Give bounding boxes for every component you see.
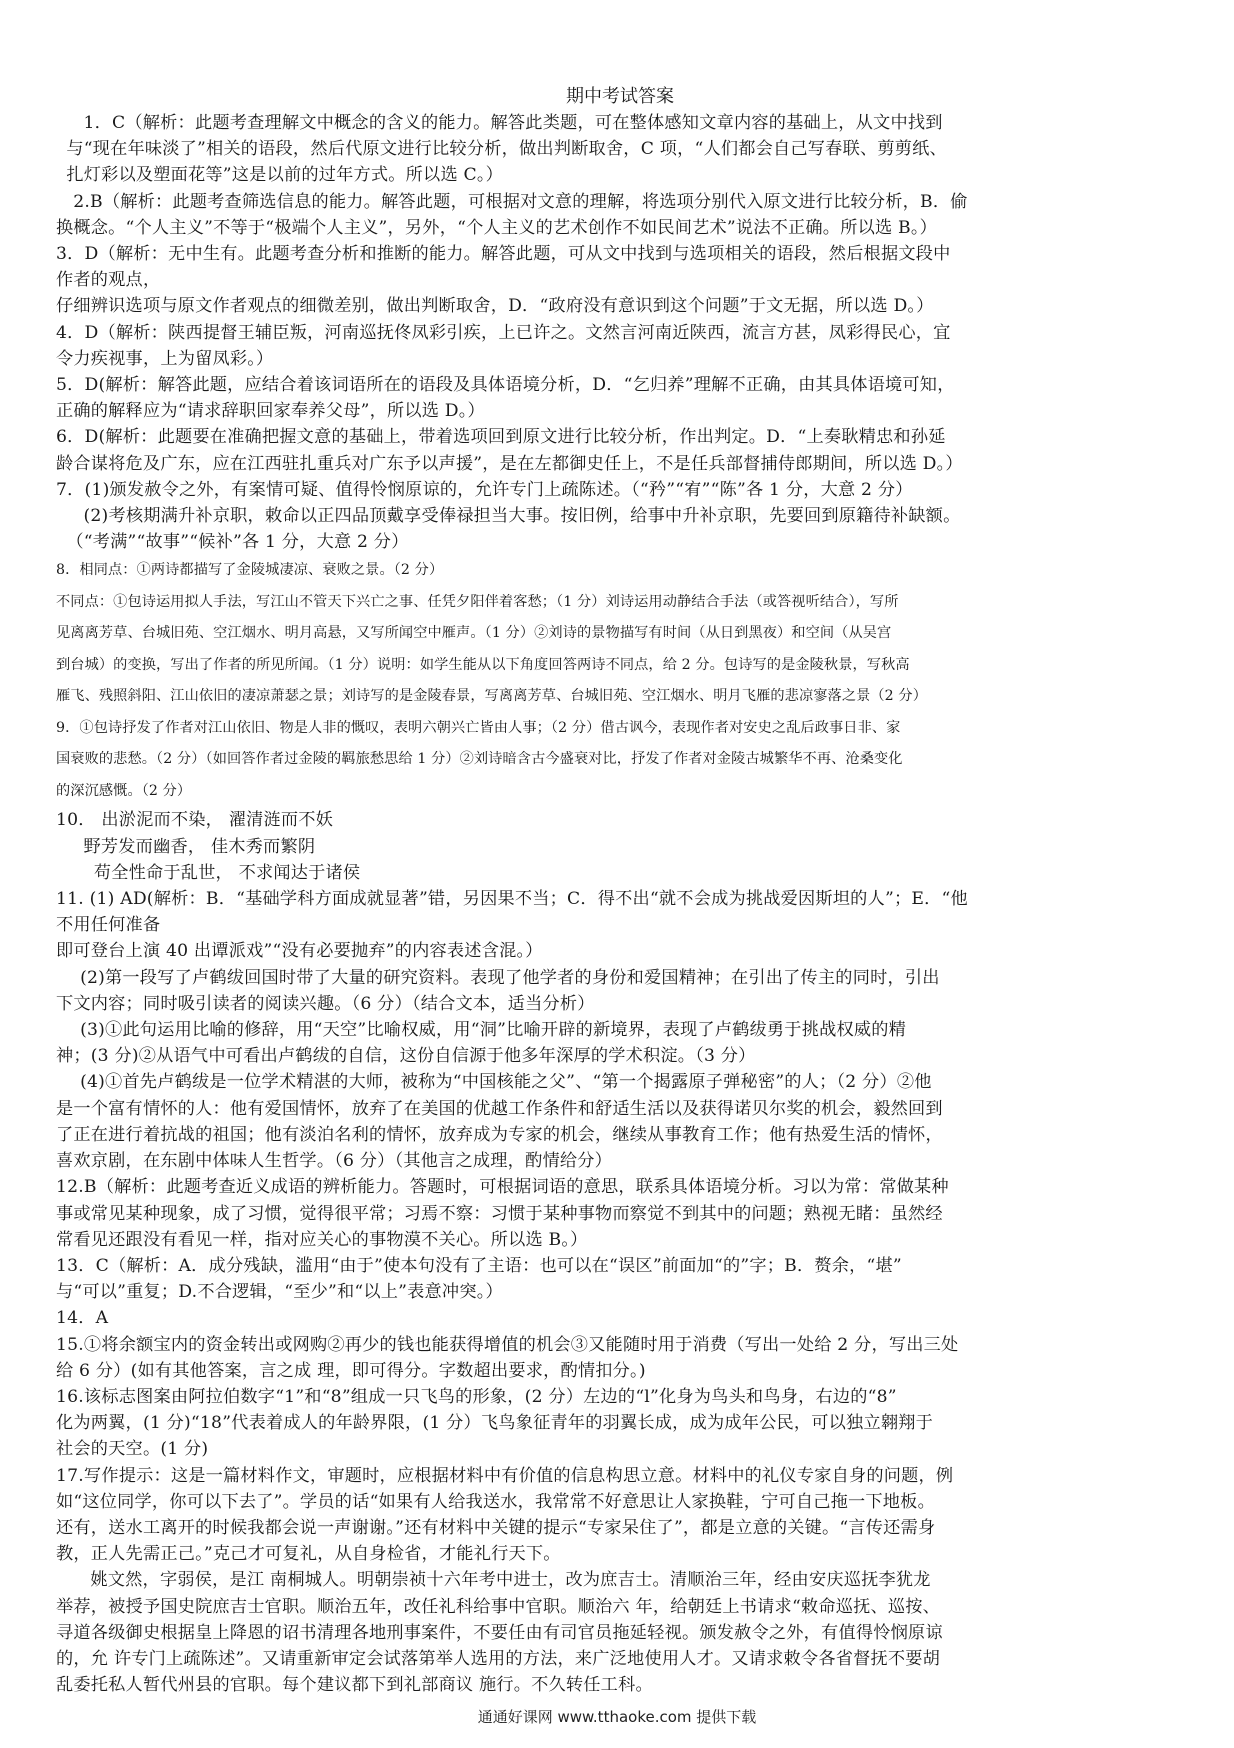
answer-q3 xyxy=(56,241,1184,320)
text-line: 的深沉感慨。（2 分） xyxy=(56,782,192,799)
text-line: 令力疾视事，上为留凤彩。） xyxy=(56,348,274,369)
text-line: 8．相同点：①两诗都描写了金陵城凄凉、衰败之景。（2 分） xyxy=(56,562,444,579)
text-line: 教，正人先需正己。”克己才可复礼，从自身检省，才能礼行天下。 xyxy=(56,1544,561,1565)
text-line: 扎灯彩以及塑面花等”这是以前的过年方式。所以选 C。） xyxy=(66,165,504,186)
answer-sheet xyxy=(56,82,1184,1698)
text-line: 17.写作提示：这是一篇材料作文，审题时，应根据材料中有价值的信息构思立意。材料中的礼仪专家自身的问题，例 xyxy=(56,1465,954,1486)
text-line: 即可登台上演 40 出谭派戏”“没有必要抛弃”的内容表述含混。） xyxy=(56,941,543,962)
text-line: 13．C（解析：A．成分残缺，滥用“由于”使本句没有了主语：也可以在“误区”前面加“的”字；B．赘余，“堪” xyxy=(56,1255,902,1276)
answer-q16 xyxy=(56,1384,1184,1463)
text-line: (4)①首先卢鹤绂是一位学术精湛的大师，被称为“中国核能之父”、“第一个揭露原子弹秘密”的人；（2 分）②他 xyxy=(80,1072,932,1093)
text-line: 常看见还跟没有看见一样，指对应关心的事物漠不关心。所以选 B。） xyxy=(56,1229,588,1250)
answer-q2 xyxy=(56,189,1184,241)
text-line: 了正在进行着抗战的祖国；他有淡泊名利的情怀，放弃成为专家的机会，继续从事教育工作；他有热爱生活的情怀， xyxy=(56,1124,943,1145)
answer-q12 xyxy=(56,1174,1184,1253)
text-line: 5．D(解析：解答此题，应结合着该词语所在的语段及具体语境分析，D．“乞归养”理解不正确，由其具体语境可知， xyxy=(56,375,955,396)
text-line: (2)考核期满升补京职，敕命以正四品顶戴享受俸禄担当大事。按旧例，给事中升补京职，先要回到原籍待补缺额。 xyxy=(83,506,961,527)
text-line: 姚文然，字弱侯，是江 南桐城人。明朝崇祯十六年考中进士，改为庶吉士。清顺治三年，经由安庆巡抚李犹龙 xyxy=(90,1570,931,1591)
text-line: 雁飞、残照斜阳、江山依旧的凄凉萧瑟之景；刘诗写的是金陵春景，写离离芳草、台城旧苑、空江烟水、明月飞雁的悲凉寥落之景（2 分） xyxy=(56,688,927,705)
text-line: 3．D（解析：无中生有。此题考查分析和推断的能力。解答此题，可从文中找到与选项相关的语段，然后根据文段中 xyxy=(56,244,951,265)
text-line: 如“这位同学，你可以下去了”。学员的话“如果有人给我送水，我常常不好意思让人家换鞋，宁可自己拖一下地板。 xyxy=(56,1491,935,1512)
text-line: 16.该标志图案由阿拉伯数字“1”和“8”组成一只飞鸟的形象，(2 分）左边的“l”化身为鸟头和鸟身，右边的“8” xyxy=(56,1386,897,1407)
text-line: 喜欢京剧，在东剧中体味人生哲学。（6 分）（其他言之成理，酌情给分） xyxy=(56,1151,613,1172)
translation-paragraph xyxy=(56,1567,1184,1698)
text-line: 9．①包诗抒发了作者对江山依旧、物是人非的慨叹，表明六朝兴亡皆由人事；（2 分）借古讽今，表现作者对安史之乱后政事日非、家 xyxy=(56,719,901,736)
answer-q1 xyxy=(56,110,1184,189)
text-line: 10． 出淤泥而不染， 濯清涟而不妖 xyxy=(56,810,334,831)
text-line: 正确的解释应为“请求辞职回家奉养父母”，所以选 D。） xyxy=(56,401,485,422)
text-line: 7．(1)颁发赦令之外，有案情可疑、值得怜悯原谅的，允许专门上疏陈述。（“矜”“宥”“陈”各 1 分，大意 2 分） xyxy=(56,479,913,500)
text-line: 4．D（解析：陕西提督王辅臣叛，河南巡抚佟凤彩引疾，上已许之。文然言河南近陕西，流言方甚，凤彩得民心，宜 xyxy=(56,322,951,343)
answer-q9 xyxy=(56,713,1184,808)
text-line: 15.①将余额宝内的资金转出或网购②再少的钱也能获得增值的机会③又能随时用于消费（写出一处给 2 分，写出三处 xyxy=(56,1334,959,1355)
text-line: 2.B（解析：此题考查筛选信息的能力。解答此题，可根据对文意的理解，将选项分别代入原文进行比较分析，B．偷 xyxy=(73,191,968,212)
text-line: (3)①此句运用比喻的修辞，用“天空”比喻权威，用“洞”比喻开辟的新境界，表现了卢鹤绂勇于挑战权威的精 xyxy=(80,1020,907,1041)
text-line: 是一个富有情怀的人：他有爱国情怀，放弃了在美国的优越工作条件和舒适生活以及获得诺贝尔奖的机会，毅然回到 xyxy=(56,1098,943,1119)
answer-q8 xyxy=(56,555,1184,713)
text-line: 换概念。“个人主义”不等于“极端个人主义”，另外，“个人主义的艺术创作不如民间艺术”说法不正确。所以选 B。） xyxy=(56,217,938,238)
text-line: 见离离芳草、台城旧苑、空江烟水、明月高悬，又写所闻空中雁声。（1 分）②刘诗的景物描写有时间（从日到黑夜）和空间（从吴宫 xyxy=(56,625,892,642)
text-line: 社会的天空。(1 分) xyxy=(56,1439,209,1460)
text-line: 不用任何准备 xyxy=(56,915,161,936)
answer-q17 xyxy=(56,1463,1184,1568)
text-line: 神；(3 分)②从语气中可看出卢鹤绂的自信，这份自信源于他多年深厚的学术积淀。（3 分） xyxy=(56,1046,756,1067)
text-line: 12.B（解析：此题考查近义成语的辨析能力。答题时，可根据词语的意思，联系具体语境分析。习以为常：常做某种 xyxy=(56,1177,949,1198)
text-line: 举荐，被授予国史院庶吉士官职。顺治五年，改任礼科给事中官职。顺治六 年，给朝廷上书请求“敕命巡抚、巡按、 xyxy=(56,1596,941,1617)
answer-q5 xyxy=(56,372,1184,424)
answer-q4 xyxy=(56,320,1184,372)
text-line: (2)第一段写了卢鹤绂回国时带了大量的研究资料。表现了他学者的身份和爱国精神；在引出了传主的同时，引出 xyxy=(80,967,940,988)
footer-credit: 通通好课网 www.tthaoke.com 提供下载 xyxy=(477,1708,757,1726)
text-line: 与“现在年味淡了”相关的语段，然后代原文进行比较分析，做出判断取舍，C 项，“人们都会自己写春联、剪剪纸、 xyxy=(66,139,947,160)
text-line: 寻道各级御史根据皇上降恩的诏书清理各地刑事案件，不要任由有司官员拖延轻视。颁发赦令之外，有值得怜悯原谅 xyxy=(56,1622,943,1643)
text-line: 国衰败的悲愁。（2 分）（如回答作者过金陵的羁旅愁思给 1 分）②刘诗暗含古今盛衰对比，抒发了作者对金陵古城繁华不再、沧桑变化 xyxy=(56,751,903,768)
text-line: 化为两翼，(1 分)“18”代表着成人的年龄界限，(1 分）飞鸟象征青年的羽翼长成，成为成年公民，可以独立翱翔于 xyxy=(56,1413,933,1434)
answer-q6 xyxy=(56,424,1184,476)
text-line: 苟全性命于乱世， 不求闻达于诸侯 xyxy=(93,862,361,883)
text-line: 还有，送水工离开的时候我都会说一声谢谢。”还有材料中关键的提示“专家呆住了”，都是立意的关键。“言传还需身 xyxy=(56,1517,936,1538)
text-line: 野芳发而幽香， 佳木秀而繁阴 xyxy=(83,836,316,857)
text-line: （“考满”“故事”“候补”各 1 分，大意 2 分） xyxy=(66,532,409,553)
text-line: 作者的观点， xyxy=(56,270,161,291)
text-line: 乱委托私人暂代州县的官职。每个建议都下到礼部商议 施行。不久转任工科。 xyxy=(56,1675,653,1696)
answer-q10 xyxy=(56,807,1184,886)
text-line: 龄合谋将危及广东，应在江西驻扎重兵对广东予以声援”，是在左都御史任上，不是任兵部督捕侍郎期间，所以选 D。） xyxy=(56,453,963,474)
text-line: 下文内容；同时吸引读者的阅读兴趣。（6 分）（结合文本，适当分析） xyxy=(56,993,595,1014)
text-line: 给 6 分）(如有其他答案，言之成 理，即可得分。字数超出要求，酌情扣分。) xyxy=(56,1360,646,1381)
text-line: 与“可以”重复；D.不合逻辑，“至少”和“以上”表意冲突。） xyxy=(56,1282,503,1303)
answer-q14 xyxy=(56,1305,1184,1331)
text-line: 不同点：①包诗运用拟人手法，写江山不管天下兴亡之事、任凭夕阳伴着客愁；（1 分）刘诗运用动静结合手法（或答视听结合），写所 xyxy=(56,593,899,610)
page-title: 期中考试答案 xyxy=(566,86,674,107)
text-line: 11. (1) AD(解析：B．“基础学科方面成就显著”错，另因果不当；C．得不出“就不会成为挑战爱因斯坦的人”；E．“他 xyxy=(56,889,968,910)
text-line: 仔细辨识选项与原文作者观点的细微差别，做出判断取舍，D．“政府没有意识到这个问题”于文无据，所以选 D。） xyxy=(56,296,934,317)
answer-q11 xyxy=(56,886,1184,1174)
answer-q15 xyxy=(56,1332,1184,1384)
text-line: 6．D(解析：此题要在准确把握文意的基础上，带着选项回到原文进行比较分析，作出判定。D．“上奏耿精忠和孙延 xyxy=(56,427,946,448)
text-line: 到台城）的变换，写出了作者的所见所闻。（1 分）说明：如学生能从以下角度回答两诗不同点，给 2 分。包诗写的是金陵秋景，写秋高 xyxy=(56,656,910,673)
text-line: 事或常见某种现象，成了习惯，觉得很平常；习焉不察：习惯于某种事物而察觉不到其中的问题；熟视无睹：虽然经 xyxy=(56,1203,943,1224)
text-line: 1．C（解析：此题考查理解文中概念的含义的能力。解答此类题，可在整体感知文章内容的基础上，从文中找到 xyxy=(83,113,943,133)
text-line: 14．A xyxy=(56,1308,109,1329)
answer-q7 xyxy=(56,477,1184,556)
text-line: 的，允 许专门上疏陈述”。又请重新审定会试落第举人选用的方法，来广泛地使用人才。又请求敕令各省督抚不要胡 xyxy=(56,1648,941,1669)
answer-q13 xyxy=(56,1253,1184,1305)
